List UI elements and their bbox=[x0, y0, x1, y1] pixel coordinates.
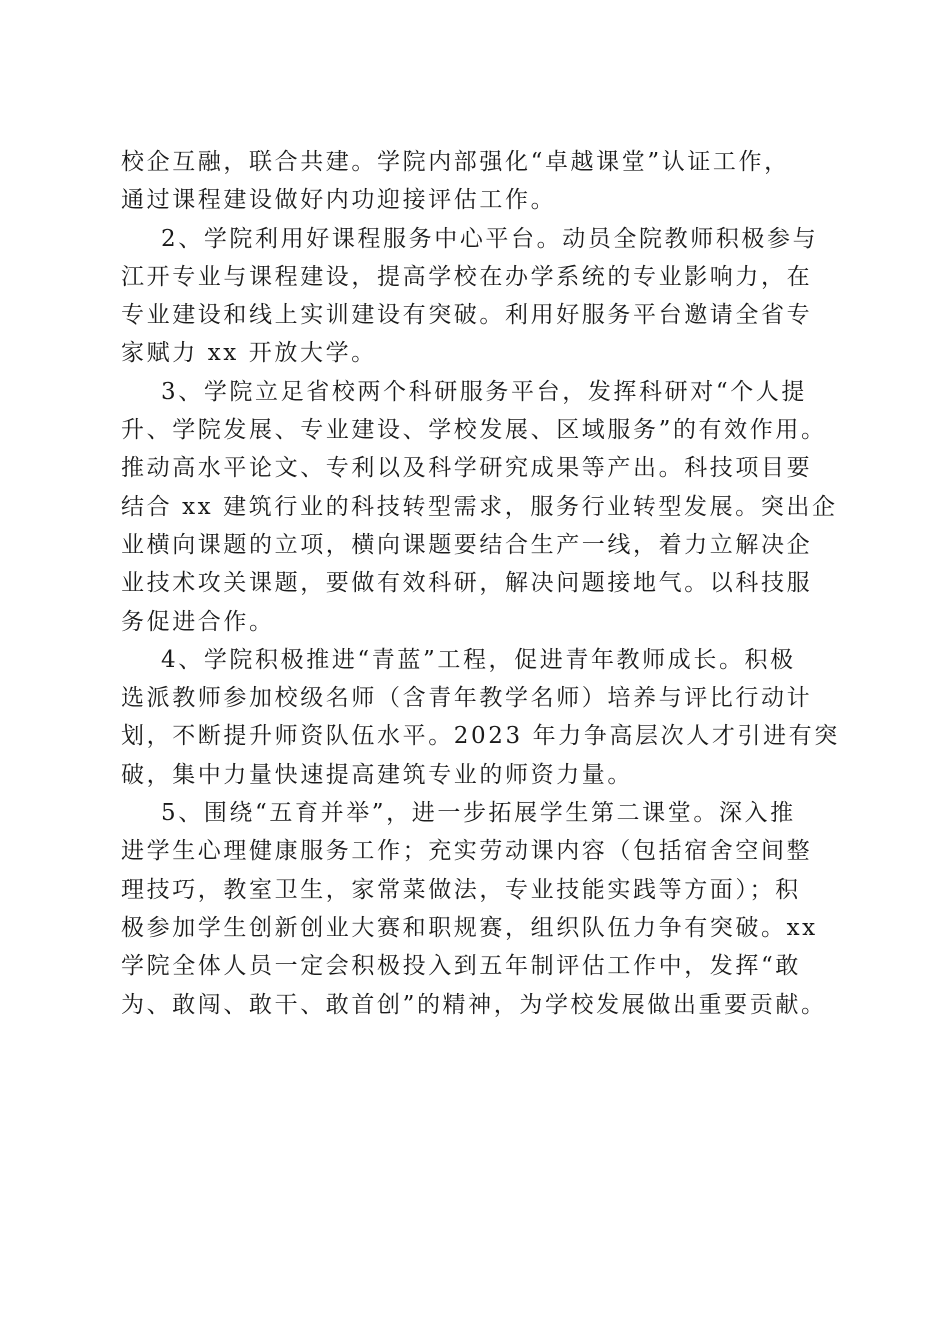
text-line: 极参加学生创新创业大赛和职规赛，组织队伍力争有突破。xx bbox=[121, 914, 818, 941]
paragraph-start-line: 5、围绕“五育并举”，进一步拓展学生第二课堂。深入推 bbox=[161, 800, 796, 827]
text-line: 结合 xx 建筑行业的科技转型需求，服务行业转型发展。突出企 bbox=[121, 493, 838, 520]
text-line: 学院全体人员一定会积极投入到五年制评估工作中，发挥“敢 bbox=[121, 953, 801, 980]
text-line: 业技术攻关课题，要做有效科研，解决问题接地气。以科技服 bbox=[121, 570, 813, 597]
text-line: 划，不断提升师资队伍水平。2023 年力争高层次人才引进有突 bbox=[121, 723, 840, 750]
document-body bbox=[121, 143, 841, 1024]
text-line: 选派教师参加校级名师（含青年教学名师）培养与评比行动计 bbox=[121, 685, 813, 712]
text-line: 专业建设和线上实训建设有突破。利用好服务平台邀请全省专 bbox=[121, 302, 813, 329]
text-line: 务促进合作。 bbox=[121, 608, 275, 635]
text-line: 家赋力 xx 开放大学。 bbox=[121, 340, 377, 367]
text-line: 进学生心理健康服务工作；充实劳动课内容（包括宿舍空间整 bbox=[121, 838, 813, 865]
text-line: 推动高水平论文、专利以及科学研究成果等产出。科技项目要 bbox=[121, 455, 813, 482]
text-line: 破，集中力量快速提高建筑专业的师资力量。 bbox=[121, 761, 633, 788]
paragraph-start-line: 4、学院积极推进“青蓝”工程，促进青年教师成长。积极 bbox=[161, 646, 796, 673]
text-line: 为、敢闯、敢干、敢首创”的精神，为学校发展做出重要贡献。 bbox=[121, 991, 827, 1018]
paragraph-start-line: 2、学院利用好课程服务中心平台。动员全院教师积极参与 bbox=[161, 225, 819, 252]
paragraph-start-line: 3、学院立足省校两个科研服务平台，发挥科研对“个人提 bbox=[161, 378, 807, 405]
text-line: 江开专业与课程建设，提高学校在办学系统的专业影响力，在 bbox=[121, 263, 813, 290]
text-line: 理技巧，教室卫生，家常菜做法，专业技能实践等方面）；积 bbox=[121, 876, 801, 903]
text-line: 业横向课题的立项，横向课题要结合生产一线，着力立解决企 bbox=[121, 531, 813, 558]
text-line: 校企互融，联合共建。学院内部强化“卓越课堂”认证工作， bbox=[121, 149, 790, 175]
text-line: 升、学院发展、专业建设、学校发展、区域服务”的有效作用。 bbox=[121, 417, 827, 444]
text-line: 通过课程建设做好内功迎接评估工作。 bbox=[121, 187, 557, 214]
